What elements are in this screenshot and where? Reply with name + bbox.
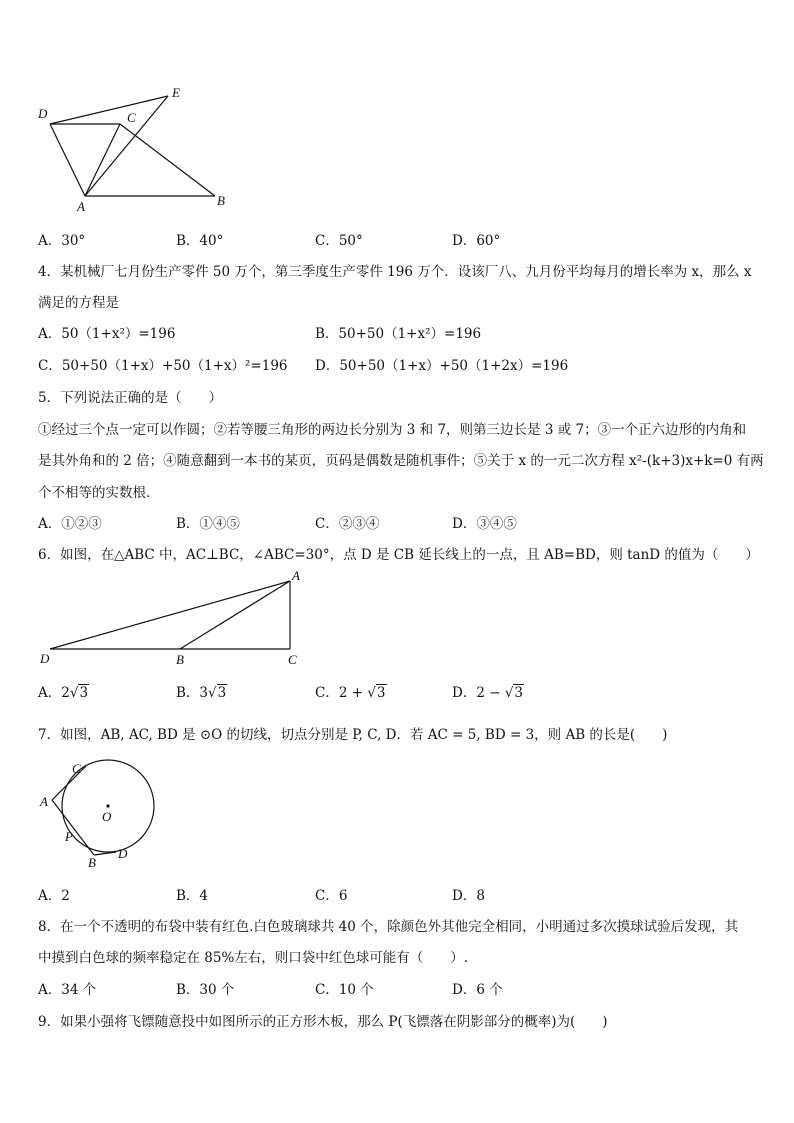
label-A: A <box>292 568 300 583</box>
label-B: B <box>217 193 225 208</box>
label-O: O <box>102 809 112 824</box>
q5-option-a: A．①②③ <box>38 516 102 532</box>
label-B: B <box>176 652 184 667</box>
q4-option-b: B．50+50（1+x²）=196 <box>315 326 482 342</box>
figure-q6 <box>30 565 320 670</box>
q8-option-b: B．30 个 <box>176 982 235 998</box>
q5-option-b: B．①④⑤ <box>176 516 240 532</box>
q8-stem-line2: 中摸到白色球的频率稳定在 85%左右，则口袋中红色球可能有（ ）. <box>38 950 469 966</box>
figure-q3 <box>30 80 240 215</box>
q6-option-b <box>176 681 227 701</box>
q5-line2: 是其外角和的 2 倍；④随意翻到一本书的某页，页码是偶数是随机事件；⑤关于 x 的一元二次方程 x²-(k+3)x+k=0 有两 <box>38 453 764 469</box>
q5-option-d: D．③④⑤ <box>452 516 517 532</box>
q8-option-c: C．10 个 <box>315 982 374 998</box>
q4-option-a: A．50（1+x²）=196 <box>38 326 176 342</box>
label-D: D <box>118 846 128 861</box>
q5-stem: 5．下列说法正确的是（ ） <box>38 390 223 406</box>
label-P: P <box>65 829 73 844</box>
label-E: E <box>172 85 180 100</box>
q6-option-b-prefix: B．3 <box>176 685 209 701</box>
q7-option-a: A．2 <box>38 888 70 904</box>
q7-option-c: C．6 <box>315 888 348 904</box>
q4-option-c: C．50+50（1+x）+50（1+x）²=196 <box>38 358 288 374</box>
radicand: 3 <box>376 685 386 701</box>
q3-option-c: C．50° <box>315 233 363 249</box>
q6-option-d <box>452 681 524 701</box>
q5-option-c: C．②③④ <box>315 516 380 532</box>
q5-line3: 个不相等的实数根． <box>38 485 160 501</box>
sqrt-sign: √ <box>69 685 79 701</box>
q8-option-a: A．34 个 <box>38 982 97 998</box>
q7-stem: 7．如图，AB, AC, BD 是 ⊙O 的切线，切点分别是 P, C, D．若 AC = 5, BD = 3，则 AB 的长是( ) <box>38 727 668 743</box>
label-B: B <box>88 855 96 870</box>
q3-option-a: A．30° <box>38 233 86 249</box>
q3-option-d: D．60° <box>452 233 501 249</box>
q4-option-d: D．50+50（1+x）+50（1+2x）=196 <box>315 358 569 374</box>
q8-option-d: D．6 个 <box>452 982 503 998</box>
label-C: C <box>72 761 81 776</box>
label-D: D <box>38 106 48 121</box>
label-A: A <box>77 199 85 214</box>
q8-stem-line1: 8．在一个不透明的布袋中装有红色.白色玻璃球共 40 个，除颜色外其他完全相同，小明通过多次摸球试验后发现，其 <box>38 919 739 935</box>
radicand: 3 <box>514 685 524 701</box>
sqrt-sign: √ <box>504 685 514 701</box>
q4-stem-line1: 4．某机械厂七月份生产零件 50 万个，第三季度生产零件 196 万个．设该厂八、九月份平均每月的增长率为 x，那么 x <box>38 264 752 280</box>
q7-option-d: D．8 <box>452 888 485 904</box>
q3-option-b: B．40° <box>176 233 224 249</box>
q9-stem: 9．如果小强将飞镖随意投中如图所示的正方形木板，那么 P(飞镖落在阴影部分的概率)为( ) <box>38 1014 608 1030</box>
radicand: 3 <box>217 685 227 701</box>
q6-option-a <box>38 681 89 701</box>
sqrt-sign: √ <box>367 685 376 701</box>
q7-option-b: B．4 <box>176 888 209 904</box>
radicand: 3 <box>79 685 89 701</box>
label-C: C <box>127 110 136 125</box>
sqrt-sign: √ <box>208 685 217 701</box>
label-A: A <box>40 794 48 809</box>
label-D: D <box>40 651 50 666</box>
figure-q7 <box>36 755 166 870</box>
q6-option-d-prefix: D．2 − <box>452 685 505 701</box>
q6-stem: 6．如图，在△ABC 中，AC⊥BC，∠ABC=30°，点 D 是 CB 延长线上的一点，且 AB=BD，则 tanD 的值为（ ） <box>38 547 759 563</box>
q5-line1: ①经过三个点一定可以作圆；②若等腰三角形的两边长分别为 3 和 7，则第三边长是 3 或 7；③一个正六边形的内角和 <box>38 422 747 438</box>
label-C: C <box>288 652 297 667</box>
q4-stem-line2: 满足的方程是 <box>38 295 119 311</box>
q6-option-a-prefix: A．2 <box>38 685 70 701</box>
q6-option-c <box>315 681 387 701</box>
q6-option-c-prefix: C．2 + <box>315 685 368 701</box>
